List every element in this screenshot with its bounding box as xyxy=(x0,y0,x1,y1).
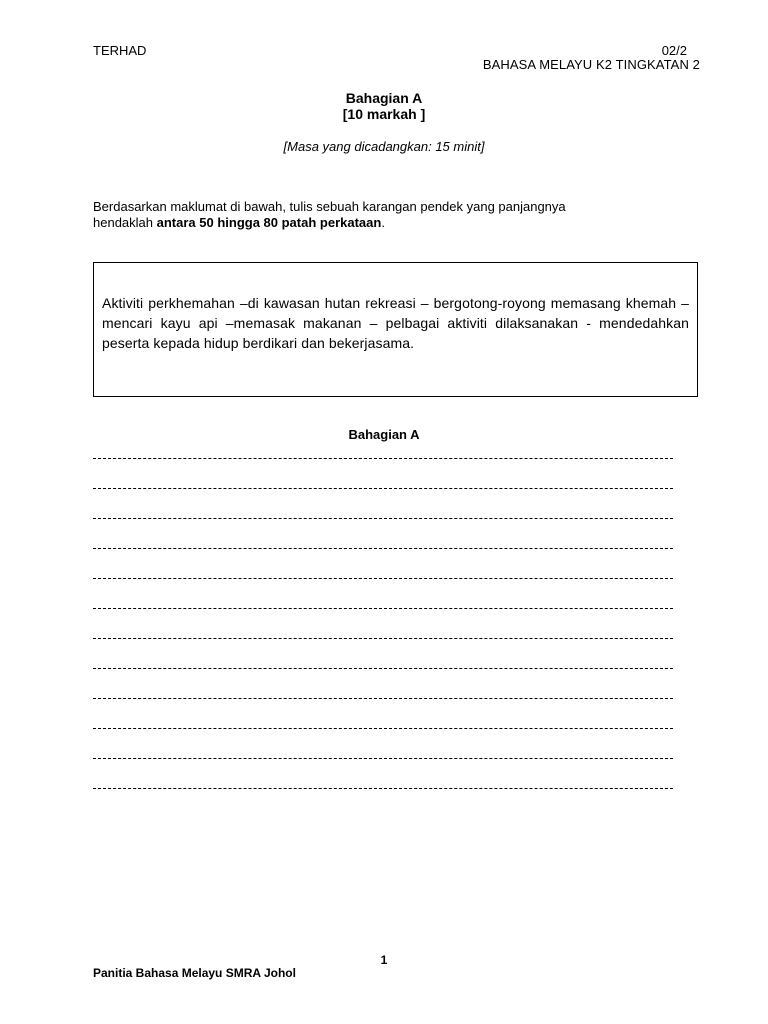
prompt-text: Aktiviti perkhemahan –di kawasan hutan rekreasi – bergotong-royong memasang khemah – mencari kayu api –memasak makanan – pelbagai aktiviti dilaksanakan - mendedahkan peserta kepada hidup berdikari dan bekerjasama. xyxy=(102,295,689,351)
answer-line[interactable] xyxy=(93,608,673,638)
word-count-requirement: antara 50 hingga 80 patah perkataan xyxy=(156,215,382,230)
answer-line[interactable] xyxy=(93,518,673,548)
answer-line[interactable] xyxy=(93,668,673,698)
classification-label: TERHAD xyxy=(93,43,147,58)
answer-line[interactable] xyxy=(93,638,673,668)
section-title: Bahagian A xyxy=(345,90,423,106)
suggested-time: [Masa yang dicadangkan: 15 minit] xyxy=(283,139,485,154)
answer-line[interactable] xyxy=(93,788,673,818)
instruction-line-2 xyxy=(93,215,693,231)
instruction-line-2-prefix: hendaklah xyxy=(93,215,157,230)
answer-line[interactable] xyxy=(93,698,673,728)
answer-lines[interactable] xyxy=(93,458,673,818)
prompt-box xyxy=(93,262,698,397)
answer-line[interactable] xyxy=(93,758,673,788)
section-marks: [10 markah ] xyxy=(342,106,426,122)
answer-line[interactable] xyxy=(93,728,673,758)
answer-line[interactable] xyxy=(93,488,673,518)
answer-section-title: Bahagian A xyxy=(348,427,420,442)
answer-line[interactable] xyxy=(93,578,673,608)
instruction-line-1: Berdasarkan maklumat di bawah, tulis sebuah karangan pendek yang panjangnya xyxy=(93,199,566,214)
footer-panel: Panitia Bahasa Melayu SMRA Johol xyxy=(93,966,296,980)
answer-line[interactable] xyxy=(93,458,673,488)
instruction-line-2-suffix: . xyxy=(381,215,385,230)
answer-line[interactable] xyxy=(93,548,673,578)
instruction-text xyxy=(93,199,693,231)
page-number: 1 xyxy=(380,953,388,967)
paper-code: 02/2 xyxy=(661,43,687,58)
subject-title: BAHASA MELAYU K2 TINGKATAN 2 xyxy=(482,57,700,72)
